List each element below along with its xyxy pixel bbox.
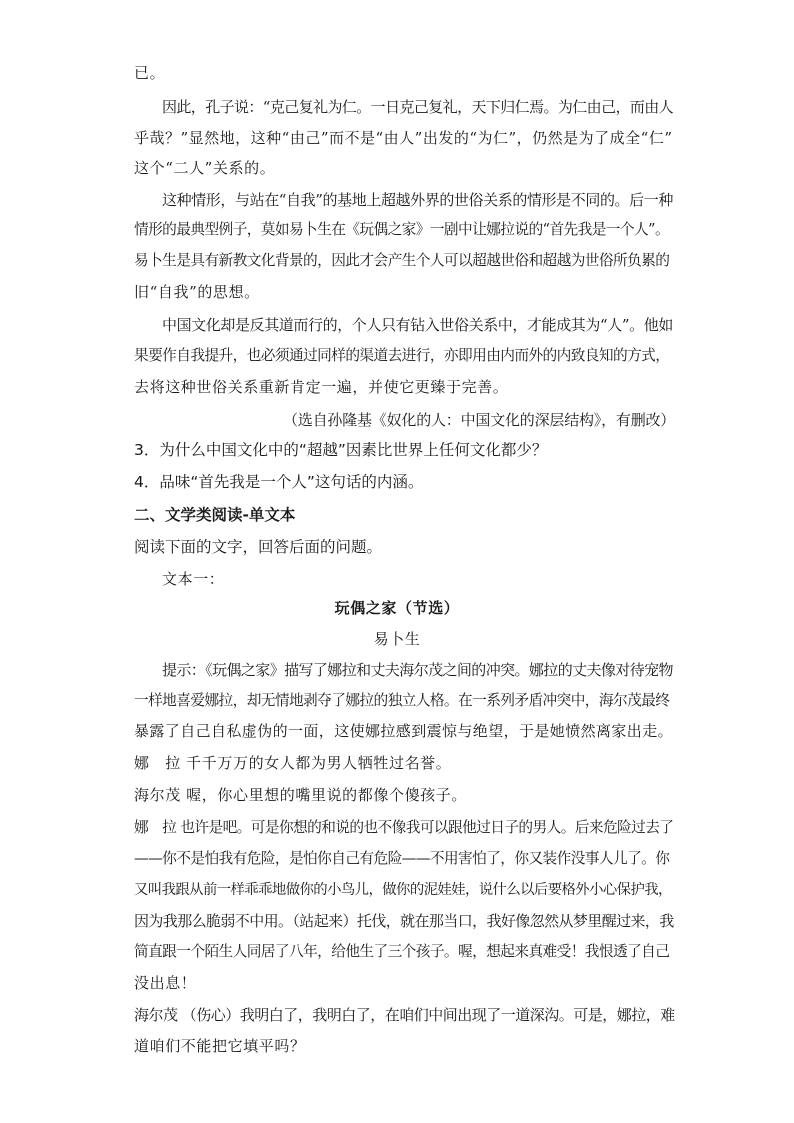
paragraph-line: 旧“自我”的思想。 — [134, 283, 260, 301]
section-heading: 二、文学类阅读-单文本 — [134, 506, 296, 524]
prompt-line: 一样地喜爱娜拉，却无情地剥夺了娜拉的独立人格。在一系列矛盾冲突中，海尔茂最终 — [134, 692, 670, 709]
prompt-line: 提示：《玩偶之家》描写了娜拉和丈夫海尔茂之间的冲突。娜拉的丈夫像对待宠物 — [162, 661, 673, 679]
dialogue-line: 没出息！ — [134, 974, 197, 992]
dialogue-line: 简直跟一个陌生人同居了八年，给他生了三个孩子。喔，想起来真难受！我恨透了自己 — [134, 943, 670, 960]
dialogue-line: ——你不是怕我有危险，是怕你自己有危险——不用害怕了，你又装作没事人儿了。你 — [134, 850, 670, 867]
paragraph-line: 易卜生是具有新教文化背景的，因此才会产生个人可以超越世俗和超越为世俗所负累的 — [134, 252, 670, 269]
paragraph-line: 乎哉？”显然地，这种“由己”而不是“由人”出发的“为仁”，仍然是为了成全“仁” — [134, 129, 673, 147]
text-label: 文本一： — [162, 570, 225, 588]
dialogue-line: 娜 拉 千千万万的女人都为男人牺牲过名誉。 — [134, 754, 452, 772]
paragraph-line: 这种情形，与站在“自我”的基地上超越外界的世俗关系的情形是不同的。后一种 — [162, 191, 673, 209]
question-3: 3．为什么中国文化中的“超越”因素比世界上任何文化都少？ — [134, 441, 548, 459]
paragraph-line: 情形的最典型例子，莫如易卜生在《玩偶之家》一剧中让娜拉说的“首先我是一个人”。 — [134, 221, 670, 238]
paragraph-line: 中国文化却是反其道而行的，个人只有钻入世俗关系中，才能成其为“人”。他如 — [162, 316, 673, 334]
dialogue-line: 因为我那么脆弱不中用。（站起来）托伐，就在那当口，我好像忽然从梦里醒过来，我 — [134, 912, 674, 930]
play-author: 易卜生 — [373, 630, 421, 648]
paragraph-line: 因此，孔子说：“克己复礼为仁。一日克己复礼，天下归仁焉。为仁由己，而由人 — [162, 98, 674, 116]
play-title: 玩偶之家（节选） — [334, 599, 460, 617]
paragraph-tail: 已。 — [134, 64, 166, 82]
dialogue-line: 道咱们不能把它填平吗？ — [134, 1037, 306, 1055]
dialogue-line: 海尔茂 喔，你心里想的嘴里说的都像个傻孩子。 — [134, 786, 467, 804]
prompt-line: 暴露了自己自私虚伪的一面，这使娜拉感到震惊与绝望，于是她愤然离家出走。 — [134, 722, 674, 740]
source-citation: （选自孙隆基《奴化的人：中国文化的深层结构》，有删改） — [283, 411, 676, 429]
paragraph-line: 去将这种世俗关系重新肯定一遍，并使它更臻于完善。 — [134, 378, 509, 396]
dialogue-line: 又叫我跟从前一样乖乖地做你的小鸟儿，做你的泥娃娃，说什么以后要格外小心保护我， — [134, 882, 672, 898]
question-4: 4．品味“首先我是一个人”这句话的内涵。 — [134, 473, 424, 491]
dialogue-line: 娜 拉 也许是吧。可是你想的和说的也不像我可以跟他过日子的男人。后来危险过去了 — [134, 819, 674, 836]
dialogue-line: 海尔茂 （伤心）我明白了，我明白了，在咱们中间出现了一道深沟。可是，娜拉，难 — [134, 1006, 675, 1024]
paragraph-line: 果要作自我提升，也必须通过同样的渠道去进行，亦即用由内而外的内致良知的方式， — [134, 347, 670, 364]
paragraph-line: 这个“二人”关系的。 — [134, 159, 276, 177]
section-instruction: 阅读下面的文字，回答后面的问题。 — [134, 538, 383, 556]
